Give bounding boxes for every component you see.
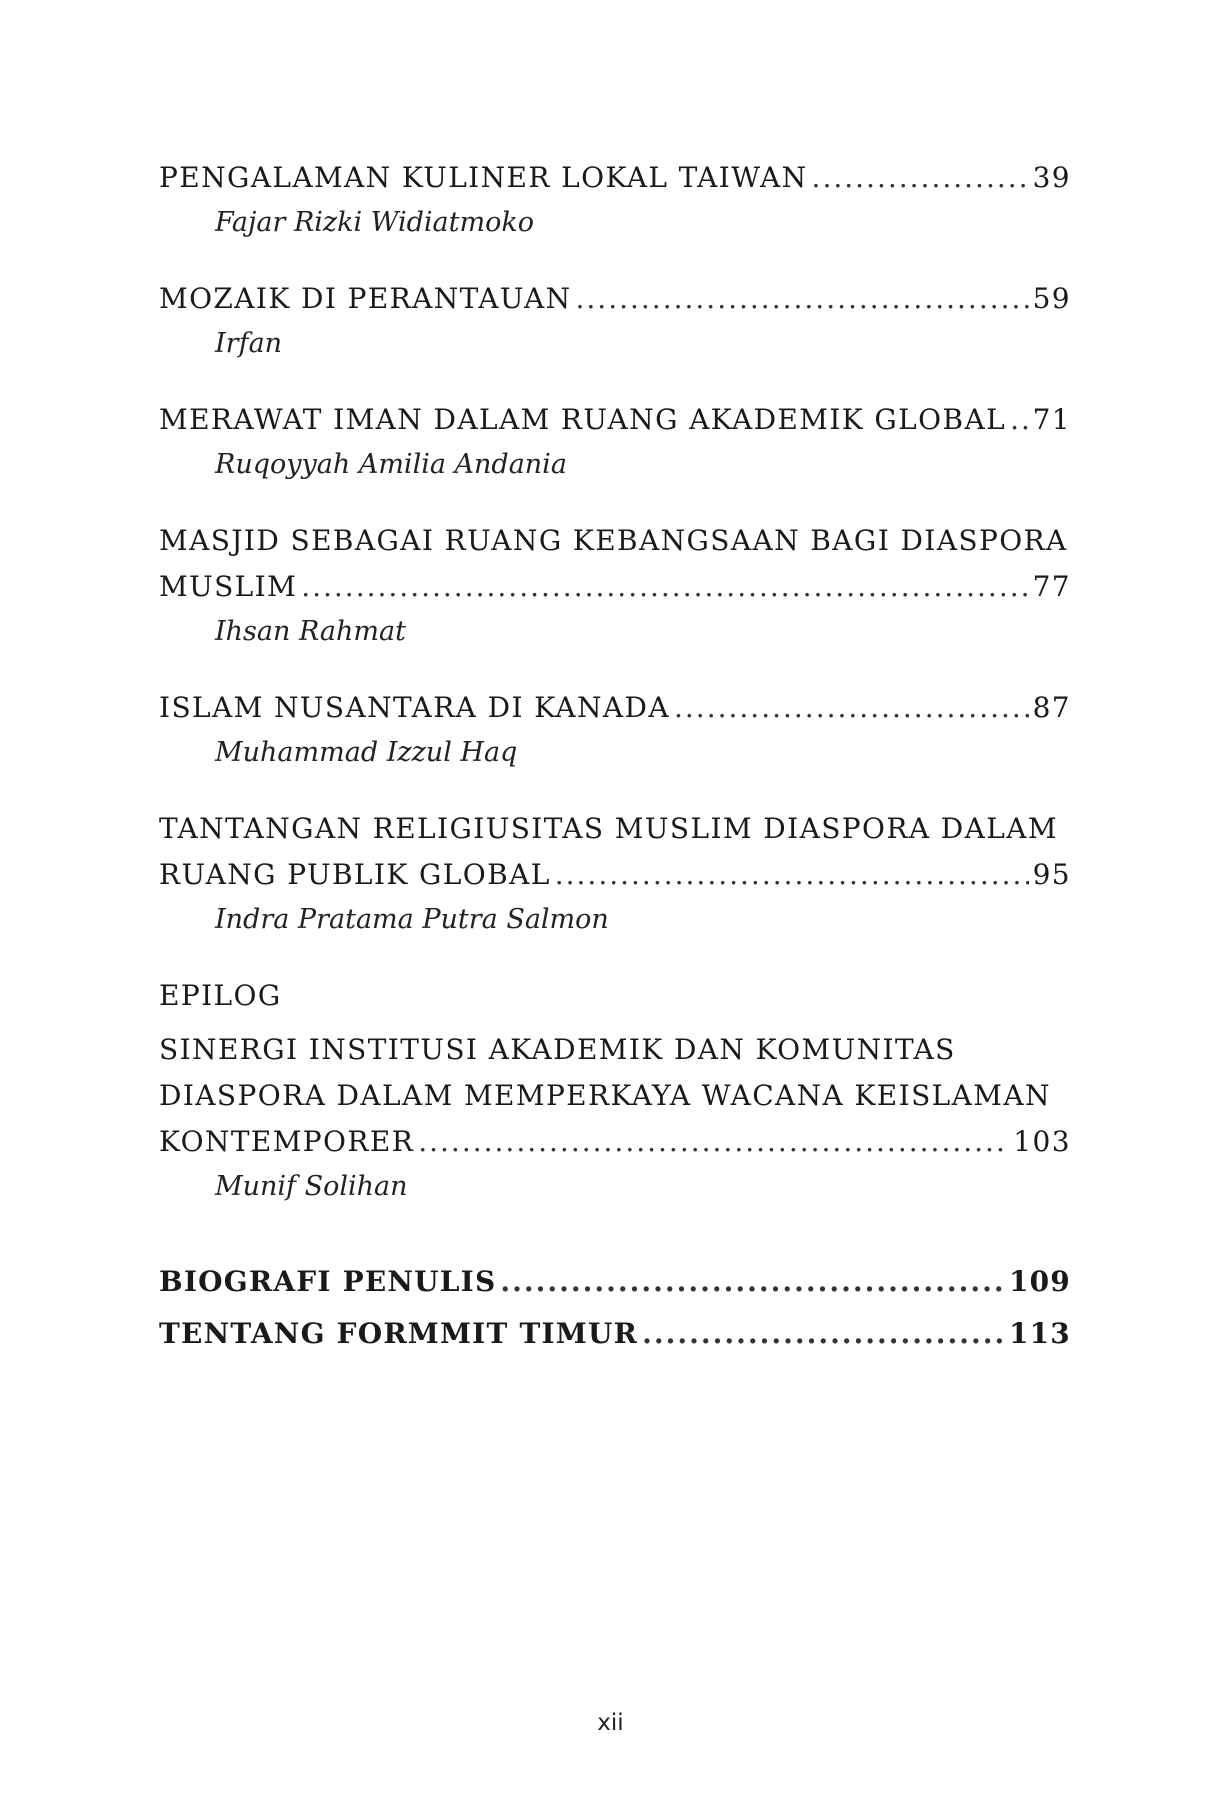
toc-line bbox=[159, 1119, 1071, 1165]
page-ref: 113 bbox=[1008, 1317, 1071, 1350]
chapter-author: Muhammad Izzul Haq bbox=[215, 737, 518, 768]
toc-line bbox=[159, 155, 1071, 201]
toc-line bbox=[159, 1073, 1071, 1119]
chapter-title-continued: MUSLIM bbox=[159, 570, 298, 603]
toc-line bbox=[159, 276, 1071, 322]
dot-leader bbox=[642, 1311, 1005, 1357]
page-ref: 109 bbox=[1008, 1265, 1071, 1298]
toc-line bbox=[159, 1311, 1071, 1357]
chapter-author: Ihsan Rahmat bbox=[215, 616, 406, 647]
epilog-heading: EPILOG bbox=[159, 979, 282, 1012]
dot-leader bbox=[812, 155, 1029, 201]
dot-leader bbox=[674, 685, 1029, 731]
toc-line bbox=[159, 685, 1071, 731]
section-title: TENTANG FORMMIT TIMUR bbox=[159, 1317, 639, 1350]
chapter-title: PENGALAMAN KULINER LOKAL TAIWAN bbox=[159, 161, 808, 194]
dot-leader bbox=[500, 1259, 1005, 1305]
chapter-title: MASJID SEBAGAI RUANG KEBANGSAAN BAGI DIASPORA bbox=[159, 524, 1068, 557]
chapter-title-continued: KONTEMPORER bbox=[159, 1125, 415, 1158]
page-number: xii bbox=[597, 1710, 624, 1736]
chapter-title: ISLAM NUSANTARA DI KANADA bbox=[159, 691, 670, 724]
page-ref: 59 bbox=[1032, 282, 1071, 315]
chapter-author: Munif Solihan bbox=[215, 1171, 408, 1202]
chapter-title: MERAWAT IMAN DALAM RUANG AKADEMIK GLOBAL bbox=[159, 403, 1007, 436]
page-ref: 87 bbox=[1032, 691, 1071, 724]
page-ref: 103 bbox=[1013, 1125, 1071, 1158]
toc-entry-back bbox=[159, 1311, 1071, 1357]
toc-line bbox=[159, 564, 1071, 610]
chapter-title: SINERGI INSTITUSI AKADEMIK DAN KOMUNITAS bbox=[159, 1033, 956, 1066]
toc-line bbox=[159, 1027, 1071, 1073]
chapter-title: TANTANGAN RELIGIUSITAS MUSLIM DIASPORA DALAM bbox=[159, 812, 1058, 845]
page-ref: 39 bbox=[1032, 161, 1071, 194]
toc-entry bbox=[159, 155, 1071, 245]
chapter-author: Ruqoyyah Amilia Andania bbox=[215, 449, 567, 480]
toc-entry-back bbox=[159, 1259, 1071, 1305]
table-of-contents bbox=[159, 155, 1071, 1363]
page-ref: 95 bbox=[1032, 858, 1071, 891]
chapter-author: Irfan bbox=[215, 328, 283, 359]
dot-leader bbox=[301, 564, 1028, 610]
back-matter bbox=[159, 1259, 1071, 1357]
chapter-title-continued: DIASPORA DALAM MEMPERKAYA WACANA KEISLAMAN bbox=[159, 1079, 1051, 1112]
toc-line bbox=[159, 852, 1071, 898]
section-title: BIOGRAFI PENULIS bbox=[159, 1265, 497, 1298]
chapter-author: Indra Pratama Putra Salmon bbox=[215, 904, 609, 935]
toc-entry bbox=[159, 806, 1071, 942]
toc-line bbox=[159, 806, 1071, 852]
toc-entry bbox=[159, 397, 1071, 487]
dot-leader bbox=[1010, 397, 1028, 443]
toc-entry-epilog bbox=[159, 1027, 1071, 1209]
toc-entry bbox=[159, 276, 1071, 366]
page-ref: 71 bbox=[1032, 403, 1071, 436]
dot-leader bbox=[576, 276, 1029, 322]
chapter-title: MOZAIK DI PERANTAUAN bbox=[159, 282, 572, 315]
page-ref: 77 bbox=[1032, 570, 1071, 603]
toc-line bbox=[159, 397, 1071, 443]
toc-line bbox=[159, 518, 1071, 564]
chapter-title-continued: RUANG PUBLIK GLOBAL bbox=[159, 858, 551, 891]
dot-leader bbox=[555, 852, 1029, 898]
toc-entry bbox=[159, 685, 1071, 775]
toc-entry bbox=[159, 518, 1071, 654]
dot-leader bbox=[418, 1119, 1009, 1165]
chapter-author: Fajar Rizki Widiatmoko bbox=[215, 207, 534, 238]
toc-line bbox=[159, 1259, 1071, 1305]
